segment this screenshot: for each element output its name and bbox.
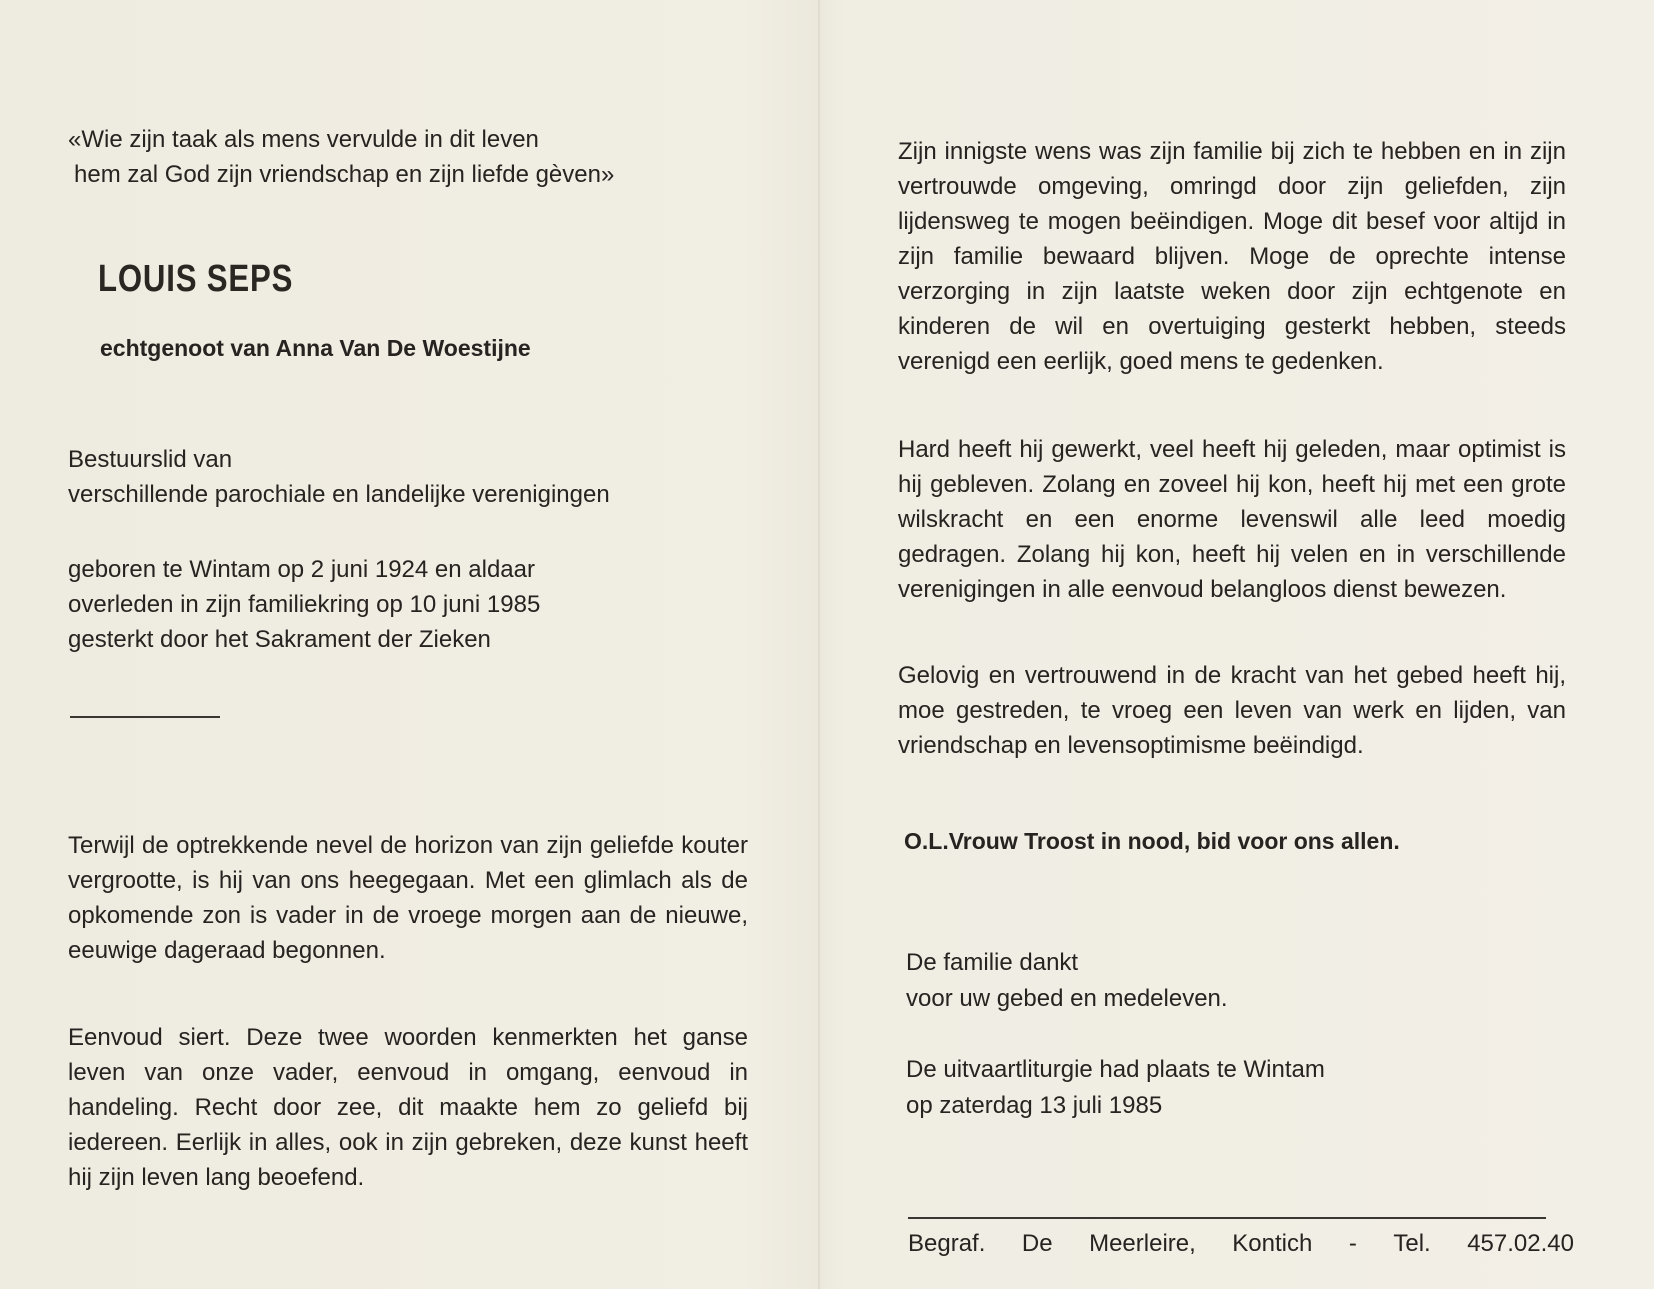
- undertaker-phone: 457.02.40: [1467, 1230, 1574, 1257]
- board-line: Bestuurslid van: [68, 446, 233, 473]
- left-paragraph-2: [68, 1020, 748, 1195]
- undertaker-word: Begraf.: [908, 1230, 986, 1257]
- quote-line: hem zal God zijn vriendschap en zijn liefde gèven»: [74, 161, 615, 188]
- opening-quote: [68, 122, 614, 192]
- card-fold-line: [818, 0, 820, 1289]
- paragraph-text: Hard heeft hij gewerkt, veel heeft hij geleden, maar optimist is hij gebleven. Zolang en zoveel hij kon, heeft hij met een grote wilskracht en een enorme levenswil alle leed moedig gedragen. Zolang hij kon, heeft hij velen en in verschillende verenigingen in alle eenvoud belangloos dienst bewezen.: [898, 436, 1566, 603]
- funeral-line: op zaterdag 13 juli 1985: [906, 1092, 1163, 1119]
- right-paragraph-1: [898, 134, 1566, 379]
- paragraph-text: Zijn innigste wens was zijn familie bij zich te hebben en in zijn vertrouwde omgeving, omringd door zijn geliefden, zijn lijdensweg te mogen beëindigen. Moge dit besef voor altijd in zijn familie bewaard blijven. Moge de oprechte intense verzorging in zijn laatste weken door zijn echtgenote en kinderen de wil en overtuiging gesterkt hebben, steeds verenigd een eerlijk, goed mens te gedenken.: [898, 138, 1566, 375]
- undertaker-word: -: [1348, 1230, 1357, 1257]
- thanks-line: De familie dankt: [906, 949, 1079, 976]
- divider-short: [70, 716, 220, 718]
- paragraph-text: Eenvoud siert. Deze twee woorden kenmerkten het ganse leven van onze vader, eenvoud in omgang, eenvoud in handeling. Recht door zee, dit maakte hem zo geliefd bij iedereen. Eerlijk in alles, ook in zijn gebreken, deze kunst heeft hij zijn leven lang beoefend.: [68, 1024, 748, 1191]
- spouse-line: echtgenoot van Anna Van De Woestijne: [100, 335, 531, 361]
- prayer-line: O.L.Vrouw Troost in nood, bid voor ons allen.: [904, 828, 1400, 854]
- thanks-line: voor uw gebed en medeleven.: [906, 985, 1228, 1012]
- death-line: overleden in zijn familiekring op 10 juni 1985: [68, 591, 541, 618]
- quote-line: «Wie zijn taak als mens vervulde in dit leven: [68, 126, 539, 153]
- board-membership: [68, 442, 610, 512]
- life-dates: [68, 552, 540, 657]
- divider-long: [908, 1217, 1546, 1219]
- family-thanks: [906, 945, 1228, 1017]
- undertaker-word: Tel.: [1393, 1230, 1431, 1257]
- board-line: verschillende parochiale en landelijke verenigingen: [68, 481, 610, 508]
- undertaker-word: Kontich: [1232, 1230, 1313, 1257]
- undertaker-word: Meerleire,: [1089, 1230, 1196, 1257]
- deceased-name: LOUIS SEPS: [98, 258, 294, 300]
- left-paragraph-1: [68, 828, 748, 968]
- right-paragraph-2: [898, 432, 1566, 607]
- sacrament-line: gesterkt door het Sakrament der Zieken: [68, 626, 491, 653]
- birth-line: geboren te Wintam op 2 juni 1924 en aldaar: [68, 556, 535, 583]
- right-paragraph-3: [898, 658, 1566, 763]
- paragraph-text: Terwijl de optrekkende nevel de horizon van zijn geliefde kouter vergrootte, is hij van ons heegegaan. Met een glimlach als de opkomende zon is vader in de vroege morgen aan de nieuwe, eeuwige dageraad begonnen.: [68, 832, 748, 964]
- funeral-info: [906, 1052, 1325, 1124]
- funeral-line: De uitvaartliturgie had plaats te Wintam: [906, 1056, 1325, 1083]
- undertaker-word: De: [1021, 1230, 1053, 1257]
- undertaker-line: [908, 1230, 1574, 1258]
- paragraph-text: Gelovig en vertrouwend in de kracht van het gebed heeft hij, moe gestreden, te vroeg een leven van werk en lijden, van vriendschap en levensoptimisme beëindigd.: [898, 662, 1566, 759]
